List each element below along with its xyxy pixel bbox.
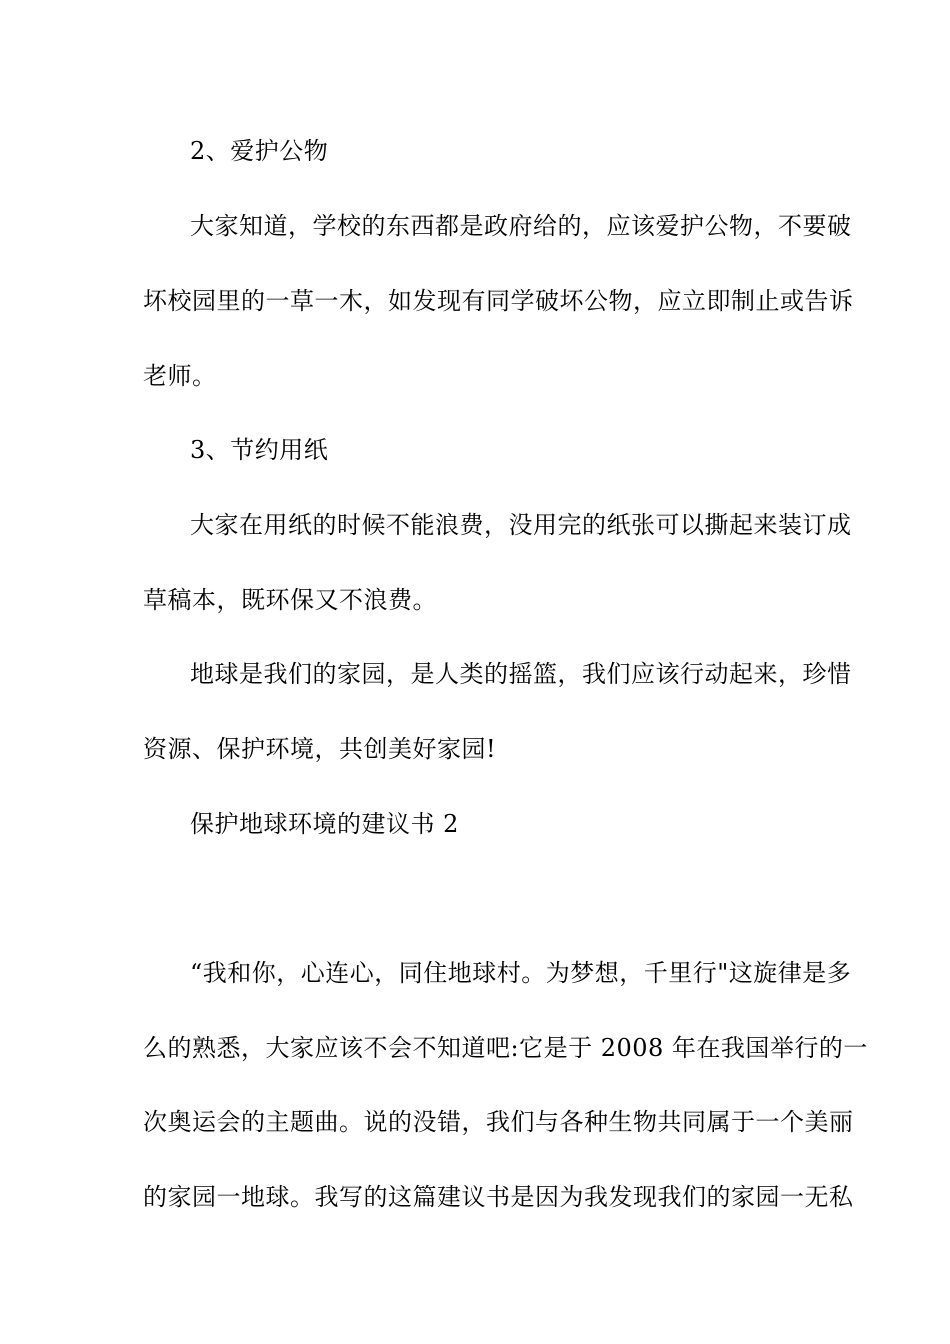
paragraph-line: “我和你，心连心，同住地球村。为梦想，千里行"这旋律是多 <box>190 959 852 987</box>
paragraph-line: 草稿本，既环保又不浪费。 <box>143 586 437 614</box>
paragraph-line: 大家在用纸的时候不能浪费，没用完的纸张可以撕起来装订成 <box>190 511 852 539</box>
article-title: 保护地球环境的建议书 2 <box>190 810 459 838</box>
paragraph-line: 资源、保护环境，共创美好家园! <box>143 735 497 763</box>
paragraph-line: 么的熟悉，大家应该不会不知道吧:它是于 2008 年在我国举行的一 <box>143 1034 868 1062</box>
section-heading-save-paper: 3、节约用纸 <box>190 436 329 464</box>
paragraph-line: 大家知道，学校的东西都是政府给的，应该爱护公物，不要破 <box>190 212 852 240</box>
paragraph-line: 坏校园里的一草一木，如发现有同学破坏公物，应立即制止或告诉 <box>143 287 854 315</box>
paragraph-line: 的家园一地球。我写的这篇建议书是因为我发现我们的家园一无私 <box>143 1183 854 1211</box>
paragraph-line: 老师。 <box>143 362 217 390</box>
section-heading-protect-property: 2、爱护公物 <box>190 137 329 165</box>
paragraph-line: 次奥运会的主题曲。说的没错，我们与各种生物共同属于一个美丽 <box>143 1108 854 1136</box>
paragraph-line: 地球是我们的家园，是人类的摇篮，我们应该行动起来，珍惜 <box>190 660 852 688</box>
